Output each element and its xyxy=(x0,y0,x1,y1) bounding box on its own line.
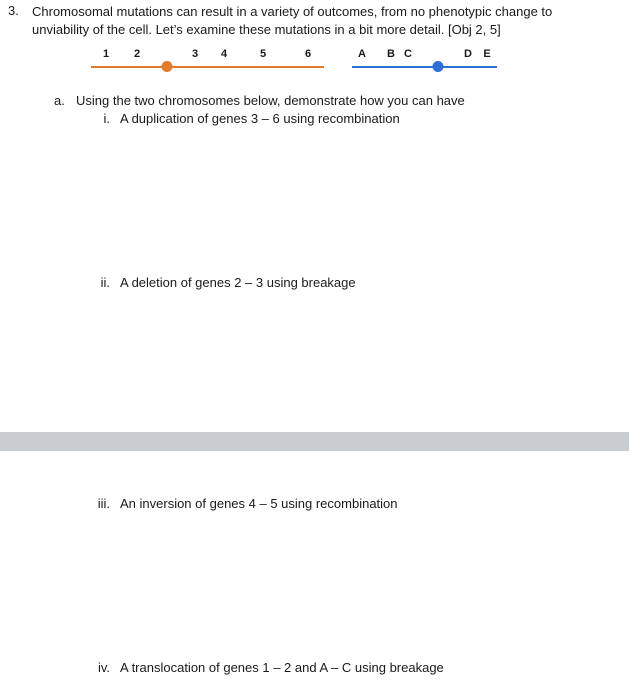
gene-A: A xyxy=(358,48,366,60)
part-a-text: Using the two chromosomes below, demonstrate how you can have xyxy=(76,93,465,108)
gene-E: E xyxy=(483,48,491,60)
item-iv-text: A translocation of genes 1 – 2 and A – C using breakage xyxy=(120,660,444,675)
part-a-label: a. xyxy=(54,93,65,108)
item-iii-numeral: iii. xyxy=(97,496,110,511)
page-break-band xyxy=(0,432,629,451)
chromosome-2-line xyxy=(352,66,497,68)
gene-1: 1 xyxy=(102,48,110,60)
centromere-2 xyxy=(433,61,444,72)
chromosome-1-line xyxy=(91,66,324,68)
item-iii-text: An inversion of genes 4 – 5 using recombination xyxy=(120,496,398,511)
item-iv-numeral: iv. xyxy=(97,660,110,675)
centromere-1 xyxy=(162,61,173,72)
gene-4: 4 xyxy=(220,48,228,60)
gene-3: 3 xyxy=(191,48,199,60)
item-i-numeral: i. xyxy=(103,111,110,126)
question-text xyxy=(32,3,622,39)
gene-D: D xyxy=(464,48,472,60)
question-line-2: unviability of the cell. Let’s examine these mutations in a bit more detail. [Obj 2, 5] xyxy=(32,22,501,37)
gene-6: 6 xyxy=(304,48,312,60)
gene-2: 2 xyxy=(133,48,141,60)
gene-5: 5 xyxy=(259,48,267,60)
item-i-text: A duplication of genes 3 – 6 using recombination xyxy=(120,111,400,126)
question-line-1: Chromosomal mutations can result in a variety of outcomes, from no phenotypic change to xyxy=(32,4,553,19)
question-number: 3. xyxy=(8,3,19,18)
gene-C: C xyxy=(404,48,412,60)
gene-B: B xyxy=(387,48,395,60)
item-ii-text: A deletion of genes 2 – 3 using breakage xyxy=(120,275,356,290)
item-ii-numeral: ii. xyxy=(100,275,110,290)
